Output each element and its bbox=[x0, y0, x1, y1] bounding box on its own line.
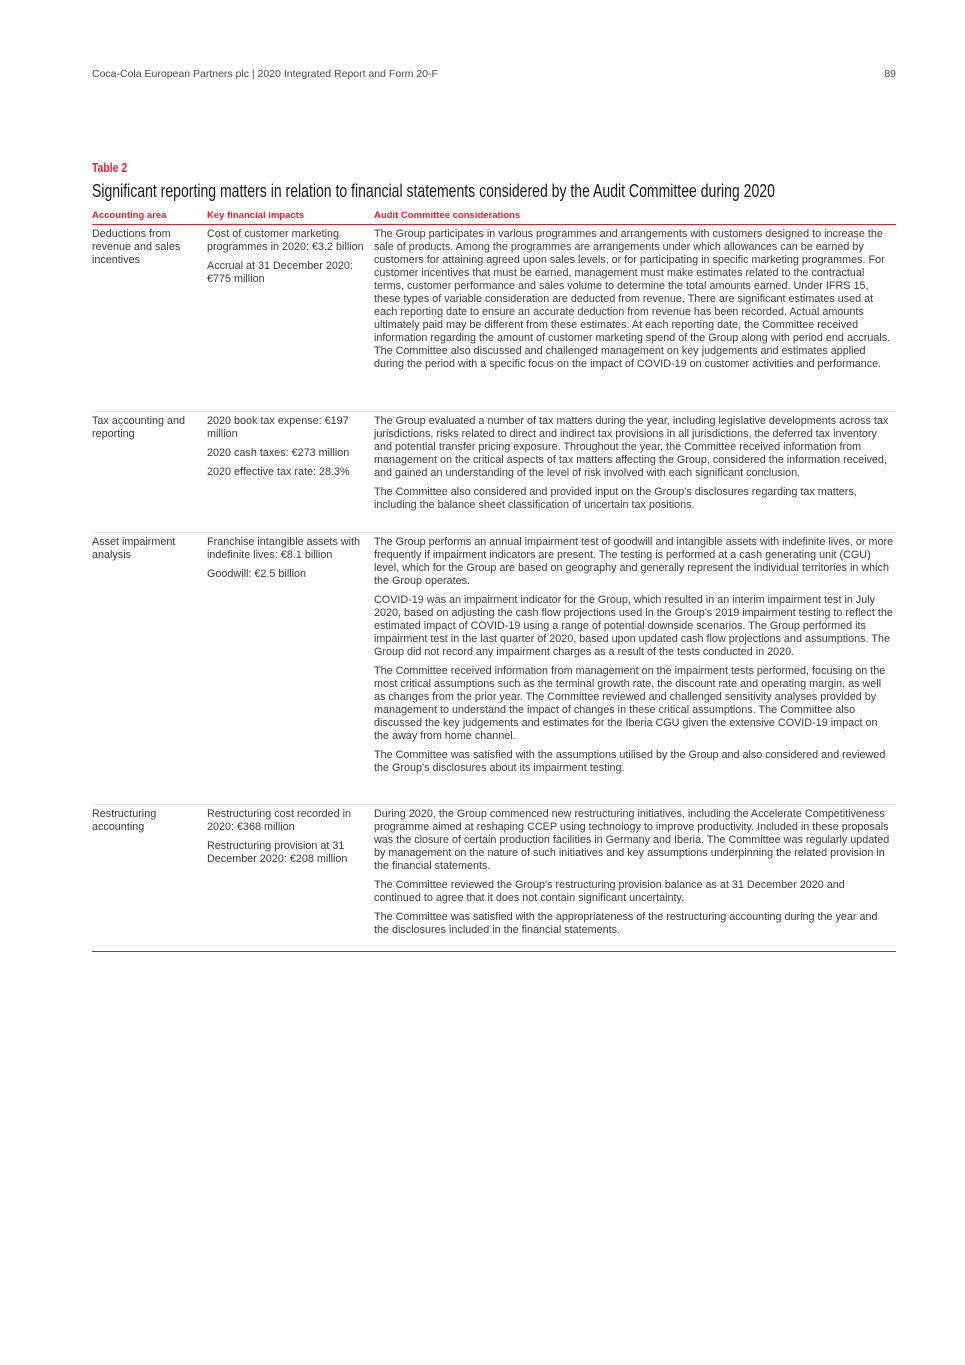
accounting-area: Restructuring accounting bbox=[92, 808, 157, 833]
accounting-area: Tax accounting and reporting bbox=[92, 415, 186, 440]
table-row bbox=[92, 805, 896, 952]
consideration-paragraph: The Committee was satisfied with the assumptions utilised by the Group and also considered and reviewed the Group's disclosures about its impairment testing. bbox=[374, 749, 886, 774]
accounting-area-cell bbox=[92, 415, 200, 441]
table-header bbox=[92, 210, 896, 225]
document-title: Coca-Cola European Partners plc | 2020 Integrated Report and Form 20-F bbox=[92, 68, 438, 80]
impact-item: Franchise intangible assets with indefinite lives: €8.1 billion bbox=[207, 536, 361, 561]
column-header-audit-committee-considerations: Audit Committee considerations bbox=[374, 210, 521, 221]
consideration-paragraph: The Committee also considered and provided input on the Group's disclosures regarding tax matters, including the balance sheet classification of uncertain tax positions. bbox=[374, 486, 857, 511]
table-title: Significant reporting matters in relation to financial statements considered by the Audit Committee during 2020 bbox=[92, 181, 775, 201]
column-header-accounting-area: Accounting area bbox=[92, 210, 167, 221]
impact-item: Accrual at 31 December 2020: €775 million bbox=[207, 260, 353, 285]
key-impacts-cell bbox=[207, 536, 369, 587]
consideration-paragraph: During 2020, the Group commenced new restructuring initiatives, including the Accelerate Competitiveness programme aimed at reshaping CCEP using technology to improve productivity. Included in these proposals was the closure of certain production facilities in Germany and Iberia. The Committee was regularly updated by management on the nature of such initiatives and key assumptions underpinning the related provision in the financial statements. bbox=[374, 808, 890, 872]
consideration-paragraph: COVID-19 was an impairment indicator for the Group, which resulted in an interim impairment test in July 2020, based on adjusting the cash flow projections used in the Group's 2019 impairment testing to reflect the estimated impact of COVID-19 using a range of potential downside scenarios. The Group performed its impairment test in the last quarter of 2020, based upon updated cash flow projections and assumptions. The Group did not record any impairment charges as a result of the tests conducted in 2020. bbox=[374, 594, 893, 658]
consideration-paragraph: The Committee was satisfied with the appropriateness of the restructuring accounting during the year and the disclosures included in the financial statements. bbox=[374, 911, 878, 936]
table-row bbox=[92, 533, 896, 805]
considerations-cell bbox=[374, 415, 894, 518]
consideration-paragraph: The Committee reviewed the Group's restructuring provision balance as at 31 December 2020 and continued to agree that it does not contain significant uncertainty. bbox=[374, 879, 845, 904]
table-row bbox=[92, 225, 896, 412]
accounting-area: Deductions from revenue and sales incentives bbox=[92, 228, 181, 266]
table-label: Table 2 bbox=[92, 160, 128, 175]
key-impacts-cell bbox=[207, 808, 369, 872]
consideration-paragraph: The Group participates in various programmes and arrangements with customers designed to increase the sale of products. Among the programmes are arrangements under which allowances can be earned by customers for attaining agreed upon sales levels, or for participating in specific marketing programmes. For customer incentives that must be earned, management must make estimates related to the contractual terms, customer performance and sales volume to determine the total amounts earned. Under IFRS 15, these types of variable consideration are deducted from revenue. There are significant estimates used at each reporting date to ensure an accurate deduction from revenue has been recorded. Actual amounts ultimately paid may be different from these estimates. At each reporting date, the Committee received information regarding the amount of customer marketing spend of the Group along with period end accruals. The Committee also discussed and challenged management on key judgements and estimates applied during the period with a specific focus on the impact of COVID-19 on customer activities and performance. bbox=[374, 228, 891, 370]
impact-item: Restructuring provision at 31 December 2020: €208 million bbox=[207, 840, 348, 865]
impact-item: 2020 cash taxes: €273 million bbox=[207, 447, 350, 459]
accounting-area-cell bbox=[92, 536, 200, 562]
table-row bbox=[92, 412, 896, 533]
key-impacts-cell bbox=[207, 228, 369, 292]
page-header bbox=[92, 68, 896, 80]
consideration-paragraph: The Group performs an annual impairment test of goodwill and intangible assets with indefinite lives, or more frequently if impairment indicators are present. The testing is performed at a cash generating unit (CGU) level, which for the Group are based on geography and generally represent the individual territories in which the Group operates. bbox=[374, 536, 894, 587]
considerations-cell bbox=[374, 808, 894, 943]
accounting-area-cell bbox=[92, 808, 200, 834]
impact-item: Cost of customer marketing programmes in 2020: €3.2 billion bbox=[207, 228, 364, 253]
accounting-area-cell bbox=[92, 228, 200, 267]
considerations-cell bbox=[374, 536, 894, 781]
impact-item: Goodwill: €2.5 billion bbox=[207, 568, 307, 580]
consideration-paragraph: The Group evaluated a number of tax matters during the year, including legislative developments across tax jurisdictions, risks related to direct and indirect tax provisions in all jurisdictions, the deferred tax inventory and potential transfer pricing exposure. Throughout the year, the Committee received information from management on the critical aspects of tax matters affecting the Group, considered the information received, and gained an understanding of the level of risk involved with each significant conclusion. bbox=[374, 415, 889, 479]
impact-item: 2020 book tax expense: €197 million bbox=[207, 415, 349, 440]
impact-item: Restructuring cost recorded in 2020: €368 million bbox=[207, 808, 352, 833]
impact-item: 2020 effective tax rate: 28.3% bbox=[207, 466, 350, 478]
column-header-key-financial-impacts: Key financial impacts bbox=[207, 210, 305, 221]
audit-committee-table bbox=[92, 210, 896, 952]
consideration-paragraph: The Committee received information from management on the impairment tests performed, focusing on the most critical assumptions such as the terminal growth rate, the discount rate and operating margin, as well as changes from the prior year. The Committee reviewed and challenged sensitivity analyses provided by management to understand the impact of changes in these critical assumptions. The Committee also discussed the key judgements and estimates for the Iberia CGU given the extensive COVID-19 impact on the away from home channel. bbox=[374, 665, 886, 742]
page-number: 89 bbox=[884, 68, 896, 80]
key-impacts-cell bbox=[207, 415, 369, 485]
accounting-area: Asset impairment analysis bbox=[92, 536, 176, 561]
considerations-cell bbox=[374, 228, 894, 377]
